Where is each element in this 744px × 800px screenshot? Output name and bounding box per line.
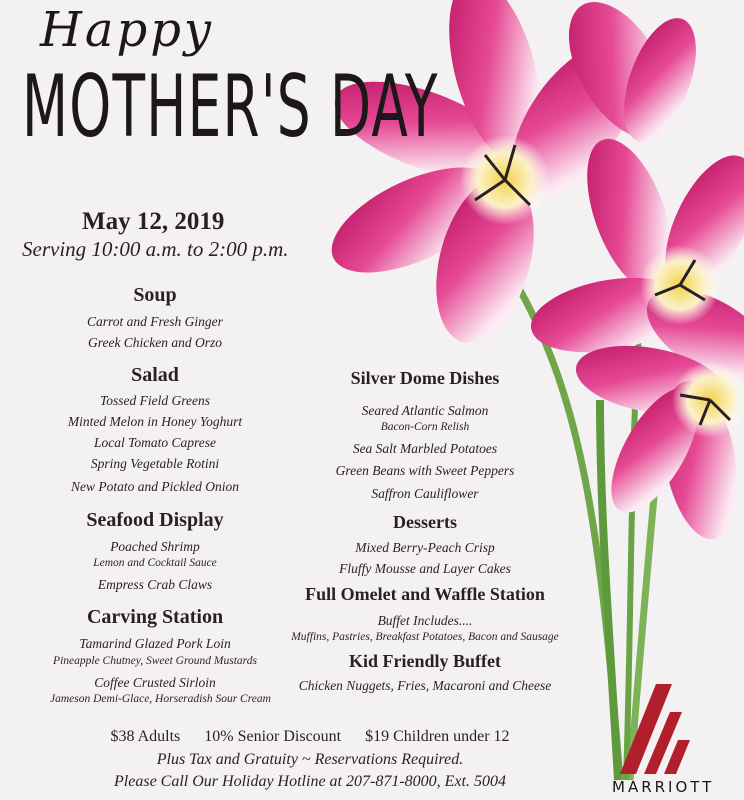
kid-buffet-item: Chicken Nuggets, Fries, Macaroni and Cheese <box>298 678 552 693</box>
adult-price: $38 Adults <box>110 728 181 745</box>
mothers-day-title: MOTHER'S DAY <box>22 57 439 157</box>
soup-item: Carrot and Fresh Ginger <box>87 314 223 329</box>
hotline-note: Please Call Our Holiday Hotline at 207-871-8000, Ext. 5004 <box>114 773 506 790</box>
happy-script-title: Happy <box>40 2 215 58</box>
soup-item: Greek Chicken and Orzo <box>87 335 223 350</box>
salad-item: Spring Vegetable Rotini <box>90 456 220 471</box>
carving-subitem: Pineapple Chutney, Sweet Ground Mustards <box>53 655 257 667</box>
serving-hours: Serving 10:00 a.m. to 2:00 p.m. <box>22 237 289 261</box>
desserts-heading: Desserts <box>393 512 457 532</box>
silver-dome-heading: Silver Dome Dishes <box>350 368 500 388</box>
seafood-subitem: Lemon and Cocktail Sauce <box>93 557 217 569</box>
omelet-subitem: Muffins, Pastries, Breakfast Potatoes, Bacon and Sausage <box>291 631 559 643</box>
senior-discount: 10% Senior Discount <box>204 728 342 745</box>
carving-item: Tamarind Glazed Pork Loin <box>79 636 231 651</box>
seafood-item: Poached Shrimp <box>110 539 200 554</box>
dessert-item: Mixed Berry-Peach Crisp <box>355 540 495 555</box>
dessert-item: Fluffy Mousse and Layer Cakes <box>339 561 511 576</box>
salad-item: Tossed Field Greens <box>100 393 210 408</box>
kid-buffet-heading: Kid Friendly Buffet <box>349 651 501 671</box>
seafood-item: Empress Crab Claws <box>97 577 213 592</box>
salad-item: Local Tomato Caprese <box>93 435 216 450</box>
carving-subitem: Jameson Demi-Glace, Horseradish Sour Cream <box>50 693 271 705</box>
carving-heading: Carving Station <box>86 606 224 628</box>
tax-note: Plus Tax and Gratuity ~ Reservations Required. <box>156 751 464 768</box>
salad-item: Minted Melon in Honey Yoghurt <box>67 414 243 429</box>
omelet-heading: Full Omelet and Waffle Station <box>305 584 545 604</box>
event-date: May 12, 2019 <box>82 208 225 235</box>
salad-heading: Salad <box>131 364 179 386</box>
pricing-line <box>0 728 620 746</box>
brand-wordmark: MARRIOTT <box>612 778 715 796</box>
child-price: $19 Children under 12 <box>365 728 510 745</box>
seafood-heading: Seafood Display <box>86 509 224 531</box>
silver-dome-item: Sea Salt Marbled Potatoes <box>352 441 498 456</box>
marriott-logo-icon <box>616 682 696 777</box>
silver-dome-subitem: Bacon-Corn Relish <box>380 421 470 433</box>
silver-dome-item: Seared Atlantic Salmon <box>361 403 489 418</box>
silver-dome-item: Saffron Cauliflower <box>371 486 479 501</box>
carving-item: Coffee Crusted Sirloin <box>94 675 216 690</box>
soup-heading: Soup <box>133 284 177 306</box>
salad-item: New Potato and Pickled Onion <box>71 479 239 494</box>
omelet-item: Buffet Includes.... <box>377 613 473 628</box>
silver-dome-item: Green Beans with Sweet Peppers <box>335 463 515 478</box>
